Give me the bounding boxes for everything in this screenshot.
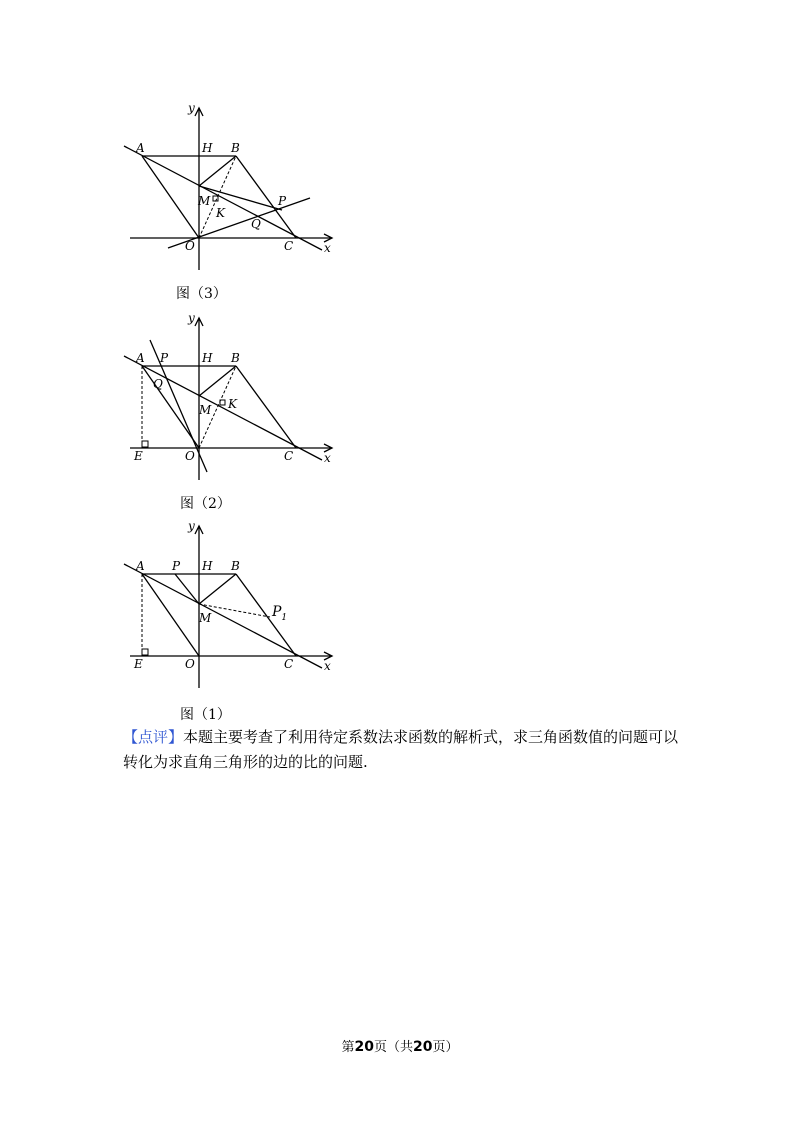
comment-paragraph bbox=[123, 725, 693, 775]
figure-2 bbox=[110, 310, 350, 480]
comment-tag: 点评 bbox=[138, 728, 169, 746]
right-angle-mark-E bbox=[142, 441, 148, 447]
label-O: O bbox=[185, 449, 195, 463]
segment-AO bbox=[142, 156, 199, 238]
footer-total-pages: 20 bbox=[413, 1039, 433, 1055]
segment-AO bbox=[142, 574, 199, 656]
label-H: H bbox=[202, 141, 213, 155]
label-B: B bbox=[231, 141, 240, 155]
segment-BC bbox=[236, 366, 296, 448]
segment-AO bbox=[142, 366, 199, 448]
label-y: y bbox=[188, 311, 195, 325]
label-O: O bbox=[185, 239, 195, 253]
label-Q: Q bbox=[251, 217, 261, 231]
footer-post: 页） bbox=[432, 1040, 459, 1055]
comment-text: 本题主要考查了利用待定系数法求函数的解析式，求三角函数值的问题可以转化为求直角三角形的边的比的问题. bbox=[123, 728, 679, 771]
line-AC bbox=[124, 146, 322, 250]
label-P: P bbox=[278, 194, 287, 208]
comment-tag-open: 【 bbox=[123, 728, 139, 746]
segment-MP bbox=[199, 186, 282, 210]
label-C: C bbox=[284, 449, 294, 463]
figure-1-diagram bbox=[110, 518, 350, 688]
figure-3-diagram bbox=[110, 100, 350, 270]
label-C: C bbox=[284, 657, 294, 671]
label-P: P bbox=[160, 351, 169, 365]
label-P: P bbox=[172, 559, 181, 573]
label-M: M bbox=[199, 403, 212, 417]
segment-MB bbox=[199, 156, 236, 186]
right-angle-mark-E bbox=[142, 649, 148, 655]
label-E: E bbox=[134, 449, 143, 463]
figure-1 bbox=[110, 518, 350, 688]
footer-mid: 页（共 bbox=[373, 1040, 413, 1055]
footer-page-number: 20 bbox=[354, 1039, 374, 1055]
segment-BC bbox=[236, 156, 296, 238]
figure-2-caption: 图（2） bbox=[180, 496, 231, 512]
label-P1-subscript: 1 bbox=[281, 613, 288, 623]
label-A: A bbox=[136, 559, 145, 573]
line-AC bbox=[124, 564, 322, 668]
label-B: B bbox=[231, 559, 240, 573]
footer-pre: 第 bbox=[341, 1040, 355, 1055]
segment-PM bbox=[175, 574, 199, 604]
figure-2-diagram bbox=[110, 310, 350, 480]
label-O: O bbox=[185, 657, 195, 671]
label-A: A bbox=[136, 141, 145, 155]
label-H: H bbox=[202, 559, 213, 573]
label-B: B bbox=[231, 351, 240, 365]
label-C: C bbox=[284, 239, 294, 253]
label-A: A bbox=[136, 351, 145, 365]
figure-3-caption: 图（3） bbox=[176, 286, 227, 302]
label-P1: $P_1$ bbox=[272, 604, 288, 623]
label-x: x bbox=[324, 241, 331, 255]
label-E: E bbox=[134, 657, 143, 671]
label-K: K bbox=[228, 397, 237, 411]
segment-MB bbox=[199, 366, 236, 396]
comment-tag-close: 】 bbox=[168, 728, 184, 746]
figure-1-caption: 图（1） bbox=[180, 707, 231, 723]
label-Q: Q bbox=[153, 377, 163, 391]
label-M: M bbox=[198, 194, 211, 208]
label-y: y bbox=[188, 101, 195, 115]
label-x: x bbox=[324, 659, 331, 673]
segment-MB bbox=[199, 574, 236, 604]
label-M: M bbox=[199, 611, 212, 625]
label-y: y bbox=[188, 519, 195, 533]
label-x: x bbox=[324, 451, 331, 465]
label-K: K bbox=[216, 206, 225, 220]
label-H: H bbox=[202, 351, 213, 365]
figure-3 bbox=[110, 100, 350, 270]
line-AC bbox=[124, 356, 322, 460]
page-footer bbox=[0, 1036, 800, 1055]
